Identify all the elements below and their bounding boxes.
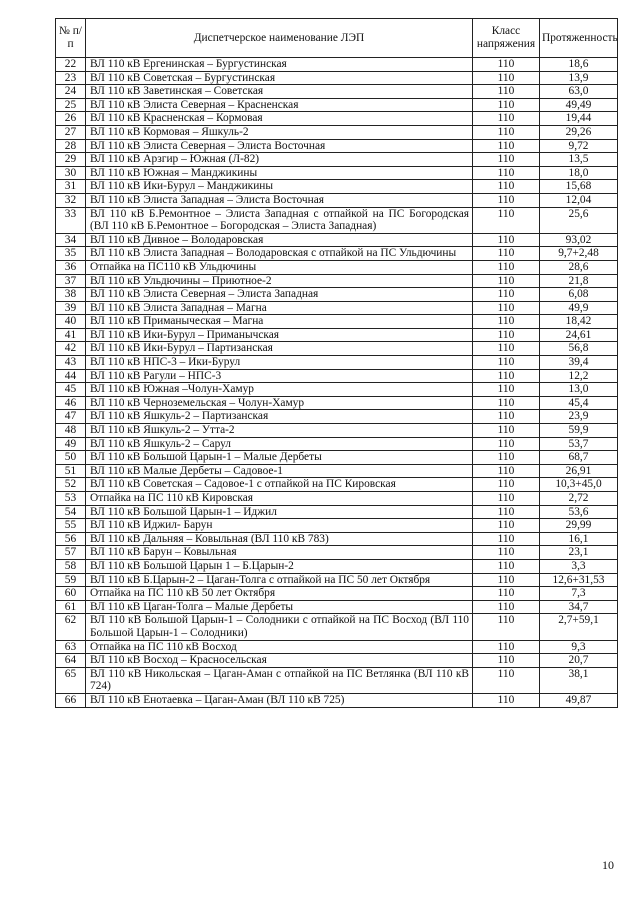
voltage-class: 110 <box>473 532 540 546</box>
line-name: ВЛ 110 кВ Заветинская – Советская <box>86 85 473 99</box>
voltage-class: 110 <box>473 166 540 180</box>
row-number: 62 <box>56 614 86 640</box>
voltage-class: 110 <box>473 260 540 274</box>
row-number: 23 <box>56 71 86 85</box>
document-page <box>55 18 617 708</box>
line-length: 29,26 <box>540 125 618 139</box>
line-length: 38,1 <box>540 667 618 693</box>
line-name: ВЛ 110 кВ Иджил- Барун <box>86 519 473 533</box>
table-row <box>56 587 618 601</box>
row-number: 27 <box>56 125 86 139</box>
row-number: 48 <box>56 424 86 438</box>
voltage-class: 110 <box>473 587 540 601</box>
table-row <box>56 396 618 410</box>
voltage-class: 110 <box>473 193 540 207</box>
line-name: ВЛ 110 кВ Никольская – Цаган-Аман с отпайкой на ПС Ветлянка (ВЛ 110 кВ 724) <box>86 667 473 693</box>
line-length: 49,9 <box>540 301 618 315</box>
table-row <box>56 410 618 424</box>
row-number: 58 <box>56 559 86 573</box>
voltage-class: 110 <box>473 98 540 112</box>
voltage-class: 110 <box>473 600 540 614</box>
line-length: 25,6 <box>540 207 618 233</box>
voltage-class: 110 <box>473 573 540 587</box>
row-number: 25 <box>56 98 86 112</box>
voltage-class: 110 <box>473 546 540 560</box>
row-number: 54 <box>56 505 86 519</box>
line-length: 12,04 <box>540 193 618 207</box>
line-name: ВЛ 110 кВ Б.Ремонтное – Элиста Западная с отпайкой на ПС Богородская (ВЛ 110 кВ Б.Ремонтное – Богородская – Элиста Западная) <box>86 207 473 233</box>
row-number: 39 <box>56 301 86 315</box>
page-number: 10 <box>602 858 614 872</box>
line-length: 10,3+45,0 <box>540 478 618 492</box>
line-name: ВЛ 110 кВ Кормовая – Яшкуль-2 <box>86 125 473 139</box>
line-name: ВЛ 110 кВ Арзгир – Южная (Л-82) <box>86 153 473 167</box>
table-body <box>56 58 618 708</box>
row-number: 59 <box>56 573 86 587</box>
line-length: 7,3 <box>540 587 618 601</box>
table-row <box>56 125 618 139</box>
row-number: 63 <box>56 640 86 654</box>
row-number: 51 <box>56 464 86 478</box>
voltage-class: 110 <box>473 153 540 167</box>
line-length: 56,8 <box>540 342 618 356</box>
row-number: 46 <box>56 396 86 410</box>
power-lines-table <box>55 18 618 708</box>
row-number: 55 <box>56 519 86 533</box>
line-length: 18,6 <box>540 58 618 72</box>
voltage-class: 110 <box>473 112 540 126</box>
table-row <box>56 654 618 668</box>
row-number: 40 <box>56 315 86 329</box>
voltage-class: 110 <box>473 125 540 139</box>
line-length: 45,4 <box>540 396 618 410</box>
voltage-class: 110 <box>473 383 540 397</box>
row-number: 53 <box>56 492 86 506</box>
line-length: 16,1 <box>540 532 618 546</box>
table-row <box>56 369 618 383</box>
line-length: 63,0 <box>540 85 618 99</box>
table-row <box>56 139 618 153</box>
line-length: 18,42 <box>540 315 618 329</box>
row-number: 49 <box>56 437 86 451</box>
line-name: ВЛ 110 кВ Черноземельская – Чолун-Хамур <box>86 396 473 410</box>
voltage-class: 110 <box>473 207 540 233</box>
line-name: Отпайка на ПС 110 кВ Кировская <box>86 492 473 506</box>
table-row <box>56 274 618 288</box>
line-name: ВЛ 110 кВ Советская – Бургустинская <box>86 71 473 85</box>
voltage-class: 110 <box>473 667 540 693</box>
voltage-class: 110 <box>473 693 540 707</box>
row-number: 30 <box>56 166 86 180</box>
voltage-class: 110 <box>473 640 540 654</box>
line-length: 23,1 <box>540 546 618 560</box>
row-number: 66 <box>56 693 86 707</box>
table-row <box>56 342 618 356</box>
voltage-class: 110 <box>473 410 540 424</box>
voltage-class: 110 <box>473 519 540 533</box>
row-number: 52 <box>56 478 86 492</box>
line-name: ВЛ 110 кВ Элиста Западная – Элиста Восточная <box>86 193 473 207</box>
line-name: ВЛ 110 кВ Советская – Садовое-1 с отпайкой на ПС Кировская <box>86 478 473 492</box>
header-name: Диспетчерское наименование ЛЭП <box>86 19 473 58</box>
line-length: 24,61 <box>540 328 618 342</box>
row-number: 64 <box>56 654 86 668</box>
row-number: 57 <box>56 546 86 560</box>
row-number: 28 <box>56 139 86 153</box>
table-row <box>56 532 618 546</box>
row-number: 42 <box>56 342 86 356</box>
line-length: 3,3 <box>540 559 618 573</box>
line-name: ВЛ 110 кВ Малые Дербеты – Садовое-1 <box>86 464 473 478</box>
line-length: 19,44 <box>540 112 618 126</box>
table-row <box>56 451 618 465</box>
table-row <box>56 383 618 397</box>
table-row <box>56 546 618 560</box>
row-number: 56 <box>56 532 86 546</box>
table-row <box>56 614 618 640</box>
table-row <box>56 559 618 573</box>
header-voltage: Класс напряжения <box>473 19 540 58</box>
table-row <box>56 85 618 99</box>
line-name: ВЛ 110 кВ Большой Царын-1 – Малые Дербеты <box>86 451 473 465</box>
table-row <box>56 288 618 302</box>
table-row <box>56 573 618 587</box>
voltage-class: 110 <box>473 71 540 85</box>
line-length: 29,99 <box>540 519 618 533</box>
line-length: 23,9 <box>540 410 618 424</box>
table-row <box>56 328 618 342</box>
line-length: 26,91 <box>540 464 618 478</box>
table-row <box>56 193 618 207</box>
row-number: 34 <box>56 233 86 247</box>
row-number: 38 <box>56 288 86 302</box>
voltage-class: 110 <box>473 437 540 451</box>
voltage-class: 110 <box>473 356 540 370</box>
row-number: 35 <box>56 247 86 261</box>
row-number: 50 <box>56 451 86 465</box>
line-name: ВЛ 110 кВ Ергенинская – Бургустинская <box>86 58 473 72</box>
line-length: 68,7 <box>540 451 618 465</box>
table-row <box>56 640 618 654</box>
row-number: 36 <box>56 260 86 274</box>
voltage-class: 110 <box>473 139 540 153</box>
voltage-class: 110 <box>473 328 540 342</box>
voltage-class: 110 <box>473 274 540 288</box>
line-length: 53,7 <box>540 437 618 451</box>
row-number: 37 <box>56 274 86 288</box>
table-header-row <box>56 19 618 58</box>
header-length: Протяженность <box>540 19 618 58</box>
table-row <box>56 492 618 506</box>
line-name: ВЛ 110 кВ Элиста Западная – Магна <box>86 301 473 315</box>
row-number: 31 <box>56 180 86 194</box>
line-length: 12,2 <box>540 369 618 383</box>
line-name: ВЛ 110 кВ Яшкуль-2 – Партизанская <box>86 410 473 424</box>
line-length: 49,87 <box>540 693 618 707</box>
voltage-class: 110 <box>473 464 540 478</box>
header-num: № п/п <box>56 19 86 58</box>
row-number: 26 <box>56 112 86 126</box>
table-row <box>56 112 618 126</box>
line-length: 9,3 <box>540 640 618 654</box>
voltage-class: 110 <box>473 654 540 668</box>
voltage-class: 110 <box>473 505 540 519</box>
voltage-class: 110 <box>473 315 540 329</box>
line-name: ВЛ 110 кВ Элиста Северная – Красненская <box>86 98 473 112</box>
table-row <box>56 667 618 693</box>
row-number: 22 <box>56 58 86 72</box>
line-length: 15,68 <box>540 180 618 194</box>
voltage-class: 110 <box>473 614 540 640</box>
table-row <box>56 356 618 370</box>
line-name: ВЛ 110 кВ Большой Царын 1 – Б.Царын-2 <box>86 559 473 573</box>
table-row <box>56 260 618 274</box>
table-row <box>56 233 618 247</box>
line-length: 18,0 <box>540 166 618 180</box>
voltage-class: 110 <box>473 396 540 410</box>
line-length: 20,7 <box>540 654 618 668</box>
line-name: ВЛ 110 кВ Красненская – Кормовая <box>86 112 473 126</box>
row-number: 24 <box>56 85 86 99</box>
line-name: ВЛ 110 кВ Элиста Северная – Элиста Западная <box>86 288 473 302</box>
line-name: ВЛ 110 кВ Яшкуль-2 – Сарул <box>86 437 473 451</box>
row-number: 47 <box>56 410 86 424</box>
row-number: 44 <box>56 369 86 383</box>
line-name: Отпайка на ПС110 кВ Ульдючины <box>86 260 473 274</box>
table-row <box>56 207 618 233</box>
line-length: 13,0 <box>540 383 618 397</box>
voltage-class: 110 <box>473 301 540 315</box>
line-name: ВЛ 110 кВ Южная –Чолун-Хамур <box>86 383 473 397</box>
voltage-class: 110 <box>473 369 540 383</box>
table-row <box>56 437 618 451</box>
line-length: 93,02 <box>540 233 618 247</box>
row-number: 61 <box>56 600 86 614</box>
voltage-class: 110 <box>473 342 540 356</box>
voltage-class: 110 <box>473 424 540 438</box>
table-row <box>56 464 618 478</box>
line-length: 6,08 <box>540 288 618 302</box>
table-row <box>56 71 618 85</box>
line-length: 9,72 <box>540 139 618 153</box>
voltage-class: 110 <box>473 85 540 99</box>
row-number: 43 <box>56 356 86 370</box>
row-number: 60 <box>56 587 86 601</box>
table-row <box>56 693 618 707</box>
row-number: 45 <box>56 383 86 397</box>
line-name: ВЛ 110 кВ Ики-Бурул – Приманычская <box>86 328 473 342</box>
table-row <box>56 301 618 315</box>
line-name: Отпайка на ПС 110 кВ Восход <box>86 640 473 654</box>
line-name: ВЛ 110 кВ Большой Царын-1 – Иджил <box>86 505 473 519</box>
row-number: 65 <box>56 667 86 693</box>
table-row <box>56 180 618 194</box>
line-length: 21,8 <box>540 274 618 288</box>
row-number: 33 <box>56 207 86 233</box>
line-length: 2,7+59,1 <box>540 614 618 640</box>
line-name: ВЛ 110 кВ Ики-Бурул – Манджикины <box>86 180 473 194</box>
line-name: ВЛ 110 кВ Элиста Западная – Володаровская с отпайкой на ПС Ульдючины <box>86 247 473 261</box>
line-length: 39,4 <box>540 356 618 370</box>
line-length: 13,9 <box>540 71 618 85</box>
line-length: 13,5 <box>540 153 618 167</box>
line-length: 34,7 <box>540 600 618 614</box>
line-name: ВЛ 110 кВ Большой Царын-1 – Солодники с отпайкой на ПС Восход (ВЛ 110 Большой Царын-1 – Солодники) <box>86 614 473 640</box>
table-row <box>56 505 618 519</box>
table-row <box>56 600 618 614</box>
line-length: 59,9 <box>540 424 618 438</box>
voltage-class: 110 <box>473 451 540 465</box>
line-name: Отпайка на ПС 110 кВ 50 лет Октября <box>86 587 473 601</box>
row-number: 29 <box>56 153 86 167</box>
line-name: ВЛ 110 кВ НПС-3 – Ики-Бурул <box>86 356 473 370</box>
table-row <box>56 98 618 112</box>
table-row <box>56 153 618 167</box>
line-name: ВЛ 110 кВ Енотаевка – Цаган-Аман (ВЛ 110 кВ 725) <box>86 693 473 707</box>
line-name: ВЛ 110 кВ Южная – Манджикины <box>86 166 473 180</box>
line-length: 2,72 <box>540 492 618 506</box>
line-length: 12,6+31,53 <box>540 573 618 587</box>
table-row <box>56 478 618 492</box>
line-name: ВЛ 110 кВ Цаган-Толга – Малые Дербеты <box>86 600 473 614</box>
line-name: ВЛ 110 кВ Приманыческая – Магна <box>86 315 473 329</box>
line-length: 49,49 <box>540 98 618 112</box>
voltage-class: 110 <box>473 247 540 261</box>
line-name: ВЛ 110 кВ Дивное – Володаровская <box>86 233 473 247</box>
line-length: 28,6 <box>540 260 618 274</box>
voltage-class: 110 <box>473 233 540 247</box>
voltage-class: 110 <box>473 288 540 302</box>
line-length: 53,6 <box>540 505 618 519</box>
voltage-class: 110 <box>473 180 540 194</box>
row-number: 41 <box>56 328 86 342</box>
line-name: ВЛ 110 кВ Ульдючины – Приютное-2 <box>86 274 473 288</box>
line-name: ВЛ 110 кВ Б.Царын-2 – Цаган-Толга с отпайкой на ПС 50 лет Октября <box>86 573 473 587</box>
voltage-class: 110 <box>473 559 540 573</box>
line-name: ВЛ 110 кВ Элиста Северная – Элиста Восточная <box>86 139 473 153</box>
table-row <box>56 58 618 72</box>
line-name: ВЛ 110 кВ Рагули – НПС-3 <box>86 369 473 383</box>
voltage-class: 110 <box>473 478 540 492</box>
line-name: ВЛ 110 кВ Барун – Ковыльная <box>86 546 473 560</box>
line-name: ВЛ 110 кВ Восход – Красносельская <box>86 654 473 668</box>
table-row <box>56 247 618 261</box>
table-row <box>56 519 618 533</box>
line-name: ВЛ 110 кВ Дальняя – Ковыльная (ВЛ 110 кВ 783) <box>86 532 473 546</box>
table-row <box>56 166 618 180</box>
line-name: ВЛ 110 кВ Ики-Бурул – Партизанская <box>86 342 473 356</box>
row-number: 32 <box>56 193 86 207</box>
line-length: 9,7+2,48 <box>540 247 618 261</box>
line-name: ВЛ 110 кВ Яшкуль-2 – Утта-2 <box>86 424 473 438</box>
table-row <box>56 315 618 329</box>
voltage-class: 110 <box>473 58 540 72</box>
voltage-class: 110 <box>473 492 540 506</box>
table-row <box>56 424 618 438</box>
